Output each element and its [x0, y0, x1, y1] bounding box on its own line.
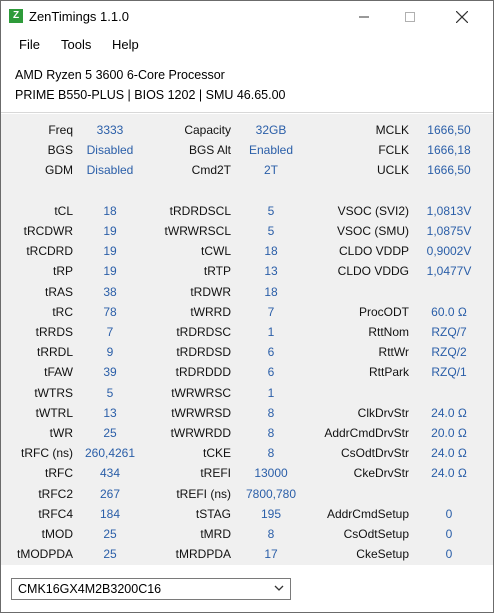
timing-label-l1: BGS [47, 143, 73, 158]
timing-label-l1: tRP [52, 264, 73, 279]
timing-value-v1: 19 [103, 264, 117, 279]
timing-value-v3: 1666,50 [427, 123, 471, 137]
timing-row [1, 423, 493, 443]
timing-label-l2: tCWL [201, 244, 231, 259]
timing-value-v3: 1666,50 [427, 163, 471, 178]
timing-label-l1: tRRDL [36, 345, 73, 360]
timing-label-l2: tRDRDSD [176, 345, 231, 360]
timing-label-l3: FCLK [378, 143, 409, 158]
timing-row [1, 484, 493, 504]
menu-file[interactable]: File [19, 37, 40, 52]
timing-label-l2: tRDRDDD [175, 365, 231, 380]
minimize-icon [359, 12, 369, 22]
timing-row [1, 443, 493, 463]
timing-value-v1: 39 [103, 365, 117, 380]
timing-row [1, 403, 493, 423]
timing-label-l1: tRFC (ns) [21, 446, 73, 461]
timing-value-v1: 19 [103, 224, 117, 238]
timing-row [1, 504, 493, 524]
timing-value-v1: 9 [106, 345, 114, 360]
timing-label-l3: UCLK [376, 163, 409, 178]
app-icon: Z [9, 9, 23, 23]
timing-row [1, 362, 493, 382]
timing-label-l2: tRTP [203, 264, 231, 279]
timing-label-l1: tFAW [44, 365, 73, 380]
timing-value-v2: 8 [267, 446, 275, 461]
timing-value-v1: 5 [106, 385, 114, 400]
timing-value-v1: 78 [103, 304, 117, 319]
timing-value-v3: 0 [445, 506, 453, 521]
timing-value-v2: 1 [267, 385, 275, 400]
timing-value-v2: 17 [264, 547, 278, 562]
timing-value-v2: 13 [264, 264, 278, 279]
timing-row [1, 241, 493, 261]
timing-label-l1: tRAS [44, 284, 73, 299]
menu-help[interactable]: Help [112, 37, 139, 52]
timing-label-l3: CLDO VDDP [338, 244, 409, 259]
timing-label-l1: tWTRS [34, 385, 73, 400]
timing-label-l3: CsOdtSetup [343, 527, 409, 541]
minimize-button[interactable] [341, 1, 387, 32]
timing-value-v2: 6 [267, 365, 275, 380]
timing-value-v2: 2T [263, 163, 278, 178]
timing-row [1, 342, 493, 362]
timing-label-l1: tMODPDA [16, 547, 73, 562]
timing-value-v1: 3333 [96, 123, 124, 137]
timing-value-v3: 1,0813V [426, 203, 472, 218]
system-info [1, 59, 493, 113]
timing-value-v3: 24.0 Ω [431, 405, 467, 420]
timing-label-l1: tRFC [45, 466, 73, 481]
timing-value-v2: Enabled [248, 143, 294, 158]
timing-value-v1: 25 [103, 547, 117, 562]
timing-row [1, 201, 493, 221]
timing-value-v1: 19 [103, 244, 117, 259]
timing-value-v2: 8 [267, 426, 275, 440]
timing-value-v2: 18 [264, 244, 278, 259]
timing-row [1, 120, 493, 140]
timing-label-l1: tRCDRD [26, 244, 73, 259]
timing-value-v2: 18 [264, 284, 278, 299]
timing-value-v3: 0,9002V [426, 244, 472, 259]
timing-value-v2: 7800,780 [245, 486, 297, 501]
board-info: PRIME B550-PLUS | BIOS 1202 | SMU 46.65.00 [15, 88, 286, 102]
timing-value-v2: 32GB [255, 123, 287, 137]
timing-label-l3: AddrCmdDrvStr [324, 426, 409, 440]
timing-label-l3: ClkDrvStr [357, 405, 409, 420]
window-title: ZenTimings 1.1.0 [29, 9, 129, 24]
timing-label-l2: tMRDPDA [175, 547, 231, 562]
timing-row [1, 221, 493, 241]
timing-label-l1: tRFC2 [38, 486, 73, 501]
timing-value-v3: RZQ/1 [431, 365, 467, 380]
timing-value-v1: 25 [103, 426, 117, 440]
timing-label-l1: tRFC4 [38, 506, 73, 521]
timing-value-v1: 434 [99, 466, 121, 481]
timing-value-v3: 1,0875V [426, 224, 472, 238]
timing-value-v3: 24.0 Ω [431, 466, 467, 481]
timing-value-v1: 18 [103, 203, 117, 218]
footer [1, 565, 493, 612]
timing-row [1, 322, 493, 342]
timing-label-l3: VSOC (SMU) [337, 224, 409, 238]
timing-label-l2: Cmd2T [191, 163, 231, 178]
timing-label-l3: CkeSetup [356, 547, 409, 562]
timing-value-v2: 195 [260, 506, 282, 521]
timing-value-v1: 13 [103, 405, 117, 420]
timing-value-v2: 7 [267, 304, 275, 319]
timing-value-v1: 184 [99, 506, 121, 521]
timing-value-v2: 8 [267, 405, 275, 420]
timings-panel [1, 114, 493, 567]
timing-value-v2: 1 [267, 325, 275, 339]
timing-label-l2: tWRWRSCL [164, 224, 231, 238]
timing-label-l1: tWR [49, 426, 73, 440]
timing-label-l3: MCLK [375, 123, 409, 137]
timing-value-v2: 8 [267, 527, 275, 541]
timing-label-l3: RttPark [368, 365, 409, 380]
timing-label-l1: tMOD [41, 527, 73, 541]
timing-value-v2: 13000 [254, 466, 288, 481]
timing-value-v3: 1,0477V [426, 264, 472, 279]
timing-label-l3: RttWr [378, 345, 409, 360]
timing-row [1, 463, 493, 483]
menu-bar [1, 32, 493, 58]
timing-label-l1: tWTRL [35, 405, 73, 420]
timing-label-l2: tRDRDSC [176, 325, 231, 339]
timing-row [1, 140, 493, 160]
timing-value-v3: 0 [445, 547, 453, 562]
timing-value-v1: 38 [103, 284, 117, 299]
timing-row [1, 544, 493, 564]
timing-label-l2: tMRD [200, 527, 231, 541]
timing-value-v1: 260,4261 [84, 446, 136, 461]
timing-row [1, 383, 493, 403]
title-bar[interactable] [1, 1, 493, 32]
timing-value-v2: 6 [267, 345, 275, 360]
timing-value-v1: 25 [103, 527, 117, 541]
timing-label-l2: tWRWRSD [171, 405, 231, 420]
timing-value-v1: 7 [106, 325, 114, 339]
chevron-down-icon [274, 583, 284, 595]
timing-label-l1: GDM [45, 163, 73, 178]
maximize-button[interactable] [387, 1, 433, 32]
timing-value-v1: Disabled [86, 163, 134, 178]
timing-row [1, 302, 493, 322]
processor-name: AMD Ryzen 5 3600 6-Core Processor [15, 68, 225, 82]
timing-value-v2: 5 [267, 203, 275, 218]
timing-value-v3: 0 [445, 527, 453, 541]
timing-label-l1: tRRDS [35, 325, 73, 339]
timing-value-v1: Disabled [86, 143, 134, 158]
timing-label-l2: tWRWRSC [171, 385, 231, 400]
timing-label-l3: VSOC (SVI2) [337, 203, 409, 218]
timing-label-l2: tRDWR [190, 284, 231, 299]
close-button[interactable] [439, 1, 485, 32]
timing-label-l3: CsOdtDrvStr [340, 446, 409, 461]
timing-label-l3: CkeDrvStr [353, 466, 409, 481]
timing-value-v3: 24.0 Ω [431, 446, 467, 461]
timing-value-v3: 20.0 Ω [431, 426, 467, 440]
close-icon [456, 11, 468, 23]
timing-label-l2: BGS Alt [188, 143, 231, 158]
timing-label-l2: tWRWRDD [170, 426, 231, 440]
timing-label-l2: tCKE [202, 446, 231, 461]
timing-label-l2: tREFI (ns) [176, 486, 231, 501]
timing-value-v3: RZQ/2 [431, 345, 467, 360]
timing-value-v2: 5 [267, 224, 275, 238]
timing-label-l1: tCL [54, 203, 73, 218]
timing-label-l2: tWRRD [190, 304, 231, 319]
timing-row [1, 524, 493, 544]
timing-value-v3: 1666,18 [427, 143, 471, 158]
timing-label-l1: Freq [48, 123, 73, 137]
memory-module-select[interactable] [11, 578, 291, 600]
timing-value-v1: 267 [99, 486, 121, 501]
timing-row [1, 160, 493, 180]
timing-label-l1: tRC [52, 304, 73, 319]
timing-row [1, 282, 493, 302]
timing-label-l3: CLDO VDDG [337, 264, 409, 279]
timing-label-l1: tRCDWR [23, 224, 73, 238]
timing-label-l2: Capacity [184, 123, 231, 137]
selected-module: CMK16GX4M2B3200C16 [18, 582, 162, 596]
timing-row [1, 261, 493, 281]
timing-value-v3: 60.0 Ω [431, 304, 467, 319]
timing-value-v3: RZQ/7 [431, 325, 467, 339]
timing-label-l2: tSTAG [195, 506, 231, 521]
timing-row [1, 181, 493, 201]
timing-label-l2: tREFI [200, 466, 231, 481]
timing-label-l3: RttNom [368, 325, 409, 339]
menu-tools[interactable]: Tools [61, 37, 92, 52]
maximize-icon [405, 12, 415, 22]
timing-label-l2: tRDRDSCL [169, 203, 231, 218]
timing-label-l3: ProcODT [358, 304, 409, 319]
timing-label-l3: AddrCmdSetup [326, 506, 409, 521]
